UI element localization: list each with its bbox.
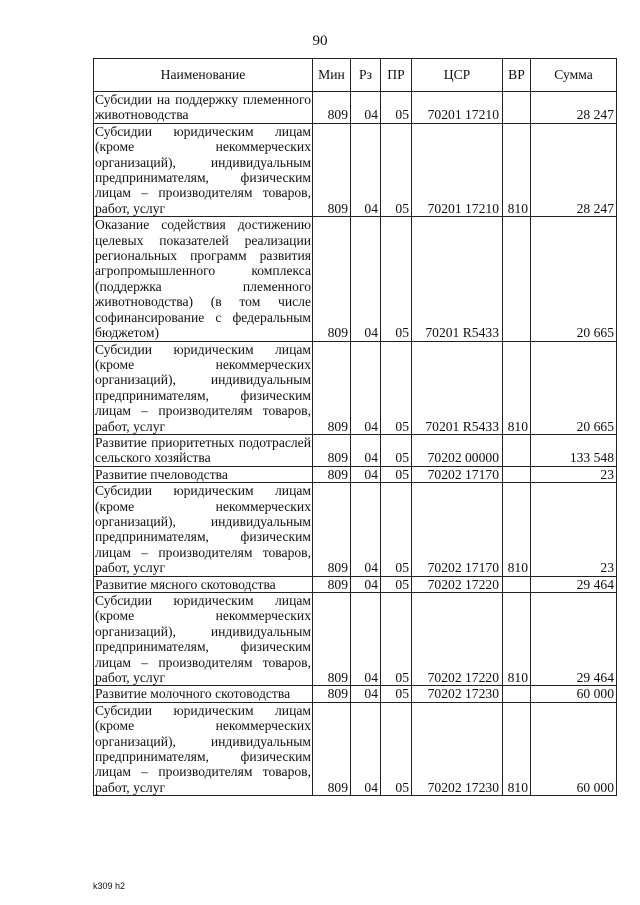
table-row [94, 576, 617, 592]
table-row [94, 466, 617, 482]
row-pr: 05 [381, 217, 412, 341]
row-csr: 70201 17210 [412, 92, 503, 124]
row-vr [503, 466, 531, 482]
header-min: Мин [313, 59, 351, 92]
header-name: Наименование [94, 59, 313, 92]
row-sum: 29 464 [531, 593, 617, 686]
row-min: 809 [313, 217, 351, 341]
row-rz: 04 [351, 92, 381, 124]
row-name: Развитие мясного скотоводства [94, 576, 313, 592]
row-rz: 04 [351, 341, 381, 434]
table-row [94, 686, 617, 702]
row-pr: 05 [381, 702, 412, 795]
row-sum: 23 [531, 483, 617, 576]
row-name: Субсидии юридическим лицам (кроме некоммерческих организаций), индивидуальным предпринимателям, физическим лицам – производителям товаров, работ, услуг [95, 483, 311, 576]
row-min: 809 [313, 123, 351, 216]
row-csr: 70201 R5433 [412, 341, 503, 434]
row-vr [503, 686, 531, 702]
row-pr: 05 [381, 434, 412, 466]
table-row [94, 593, 617, 686]
row-csr: 70202 17220 [412, 576, 503, 592]
row-csr: 70201 17210 [412, 123, 503, 216]
row-csr: 70202 17170 [412, 466, 503, 482]
row-sum: 28 247 [531, 123, 617, 216]
row-rz: 04 [351, 217, 381, 341]
table-row [94, 217, 617, 341]
row-name: Субсидии юридическим лицам (кроме некоммерческих организаций), индивидуальным предпринимателям, физическим лицам – производителям товаров, работ, услуг [95, 593, 311, 686]
header-pr: ПР [381, 59, 412, 92]
row-pr: 05 [381, 576, 412, 592]
table-row [94, 92, 617, 124]
row-sum: 20 665 [531, 217, 617, 341]
row-min: 809 [313, 593, 351, 686]
row-name: Субсидии на поддержку племенного животноводства [95, 92, 311, 123]
budget-table [93, 58, 617, 796]
row-vr [503, 217, 531, 341]
row-pr: 05 [381, 92, 412, 124]
row-sum: 23 [531, 466, 617, 482]
row-name: Развитие приоритетных подотраслей сельского хозяйства [95, 434, 311, 466]
row-csr: 70202 17170 [412, 483, 503, 576]
table-row [94, 702, 617, 795]
row-vr [503, 434, 531, 466]
row-min: 809 [313, 702, 351, 795]
row-vr: 810 [503, 483, 531, 576]
row-rz: 04 [351, 702, 381, 795]
row-rz: 04 [351, 466, 381, 482]
row-vr: 810 [503, 593, 531, 686]
row-pr: 05 [381, 466, 412, 482]
row-csr: 70202 17230 [412, 702, 503, 795]
row-name: Оказание содействия достижению целевых показателей реализации региональных программ развития агропромышленного комплекса (поддержка племенного животноводства) (в том числе софинансирование с федеральным бюджетом) [95, 217, 311, 341]
table-row [94, 123, 617, 216]
row-min: 809 [313, 341, 351, 434]
row-min: 809 [313, 686, 351, 702]
row-sum: 133 548 [531, 434, 617, 466]
row-rz: 04 [351, 686, 381, 702]
row-csr: 70202 17230 [412, 686, 503, 702]
row-sum: 28 247 [531, 92, 617, 124]
table-row [94, 434, 617, 466]
row-pr: 05 [381, 593, 412, 686]
row-vr [503, 576, 531, 592]
row-rz: 04 [351, 434, 381, 466]
row-min: 809 [313, 434, 351, 466]
row-name: Субсидии юридическим лицам (кроме некоммерческих организаций), индивидуальным предпринимателям, физическим лицам – производителям товаров, работ, услуг [95, 123, 311, 216]
row-csr: 70202 17220 [412, 593, 503, 686]
row-sum: 60 000 [531, 686, 617, 702]
table-row [94, 341, 617, 434]
header-rz: Рз [351, 59, 381, 92]
row-pr: 05 [381, 483, 412, 576]
table-header-row [94, 59, 617, 92]
header-sum: Сумма [531, 59, 617, 92]
header-csr: ЦСР [412, 59, 503, 92]
table-row [94, 483, 617, 576]
row-min: 809 [313, 466, 351, 482]
row-name: Субсидии юридическим лицам (кроме некоммерческих организаций), индивидуальным предпринимателям, физическим лицам – производителям товаров, работ, услуг [95, 341, 311, 434]
page-number: 90 [312, 33, 328, 49]
row-min: 809 [313, 92, 351, 124]
row-rz: 04 [351, 593, 381, 686]
header-vr: ВР [503, 59, 531, 92]
row-pr: 05 [381, 341, 412, 434]
row-name: Развитие пчеловодства [94, 466, 313, 482]
row-sum: 29 464 [531, 576, 617, 592]
row-pr: 05 [381, 686, 412, 702]
row-name: Субсидии юридическим лицам (кроме некоммерческих организаций), индивидуальным предпринимателям, физическим лицам – производителям товаров, работ, услуг [95, 702, 311, 795]
row-name: Развитие молочного скотоводства [94, 686, 313, 702]
row-rz: 04 [351, 123, 381, 216]
row-vr: 810 [503, 702, 531, 795]
row-sum: 60 000 [531, 702, 617, 795]
row-rz: 04 [351, 576, 381, 592]
row-vr [503, 92, 531, 124]
row-pr: 05 [381, 123, 412, 216]
row-min: 809 [313, 483, 351, 576]
row-sum: 20 665 [531, 341, 617, 434]
footer-code: k309 h2 [93, 881, 126, 891]
row-vr: 810 [503, 341, 531, 434]
row-csr: 70201 R5433 [412, 217, 503, 341]
row-min: 809 [313, 576, 351, 592]
row-rz: 04 [351, 483, 381, 576]
row-vr: 810 [503, 123, 531, 216]
row-csr: 70202 00000 [412, 434, 503, 466]
